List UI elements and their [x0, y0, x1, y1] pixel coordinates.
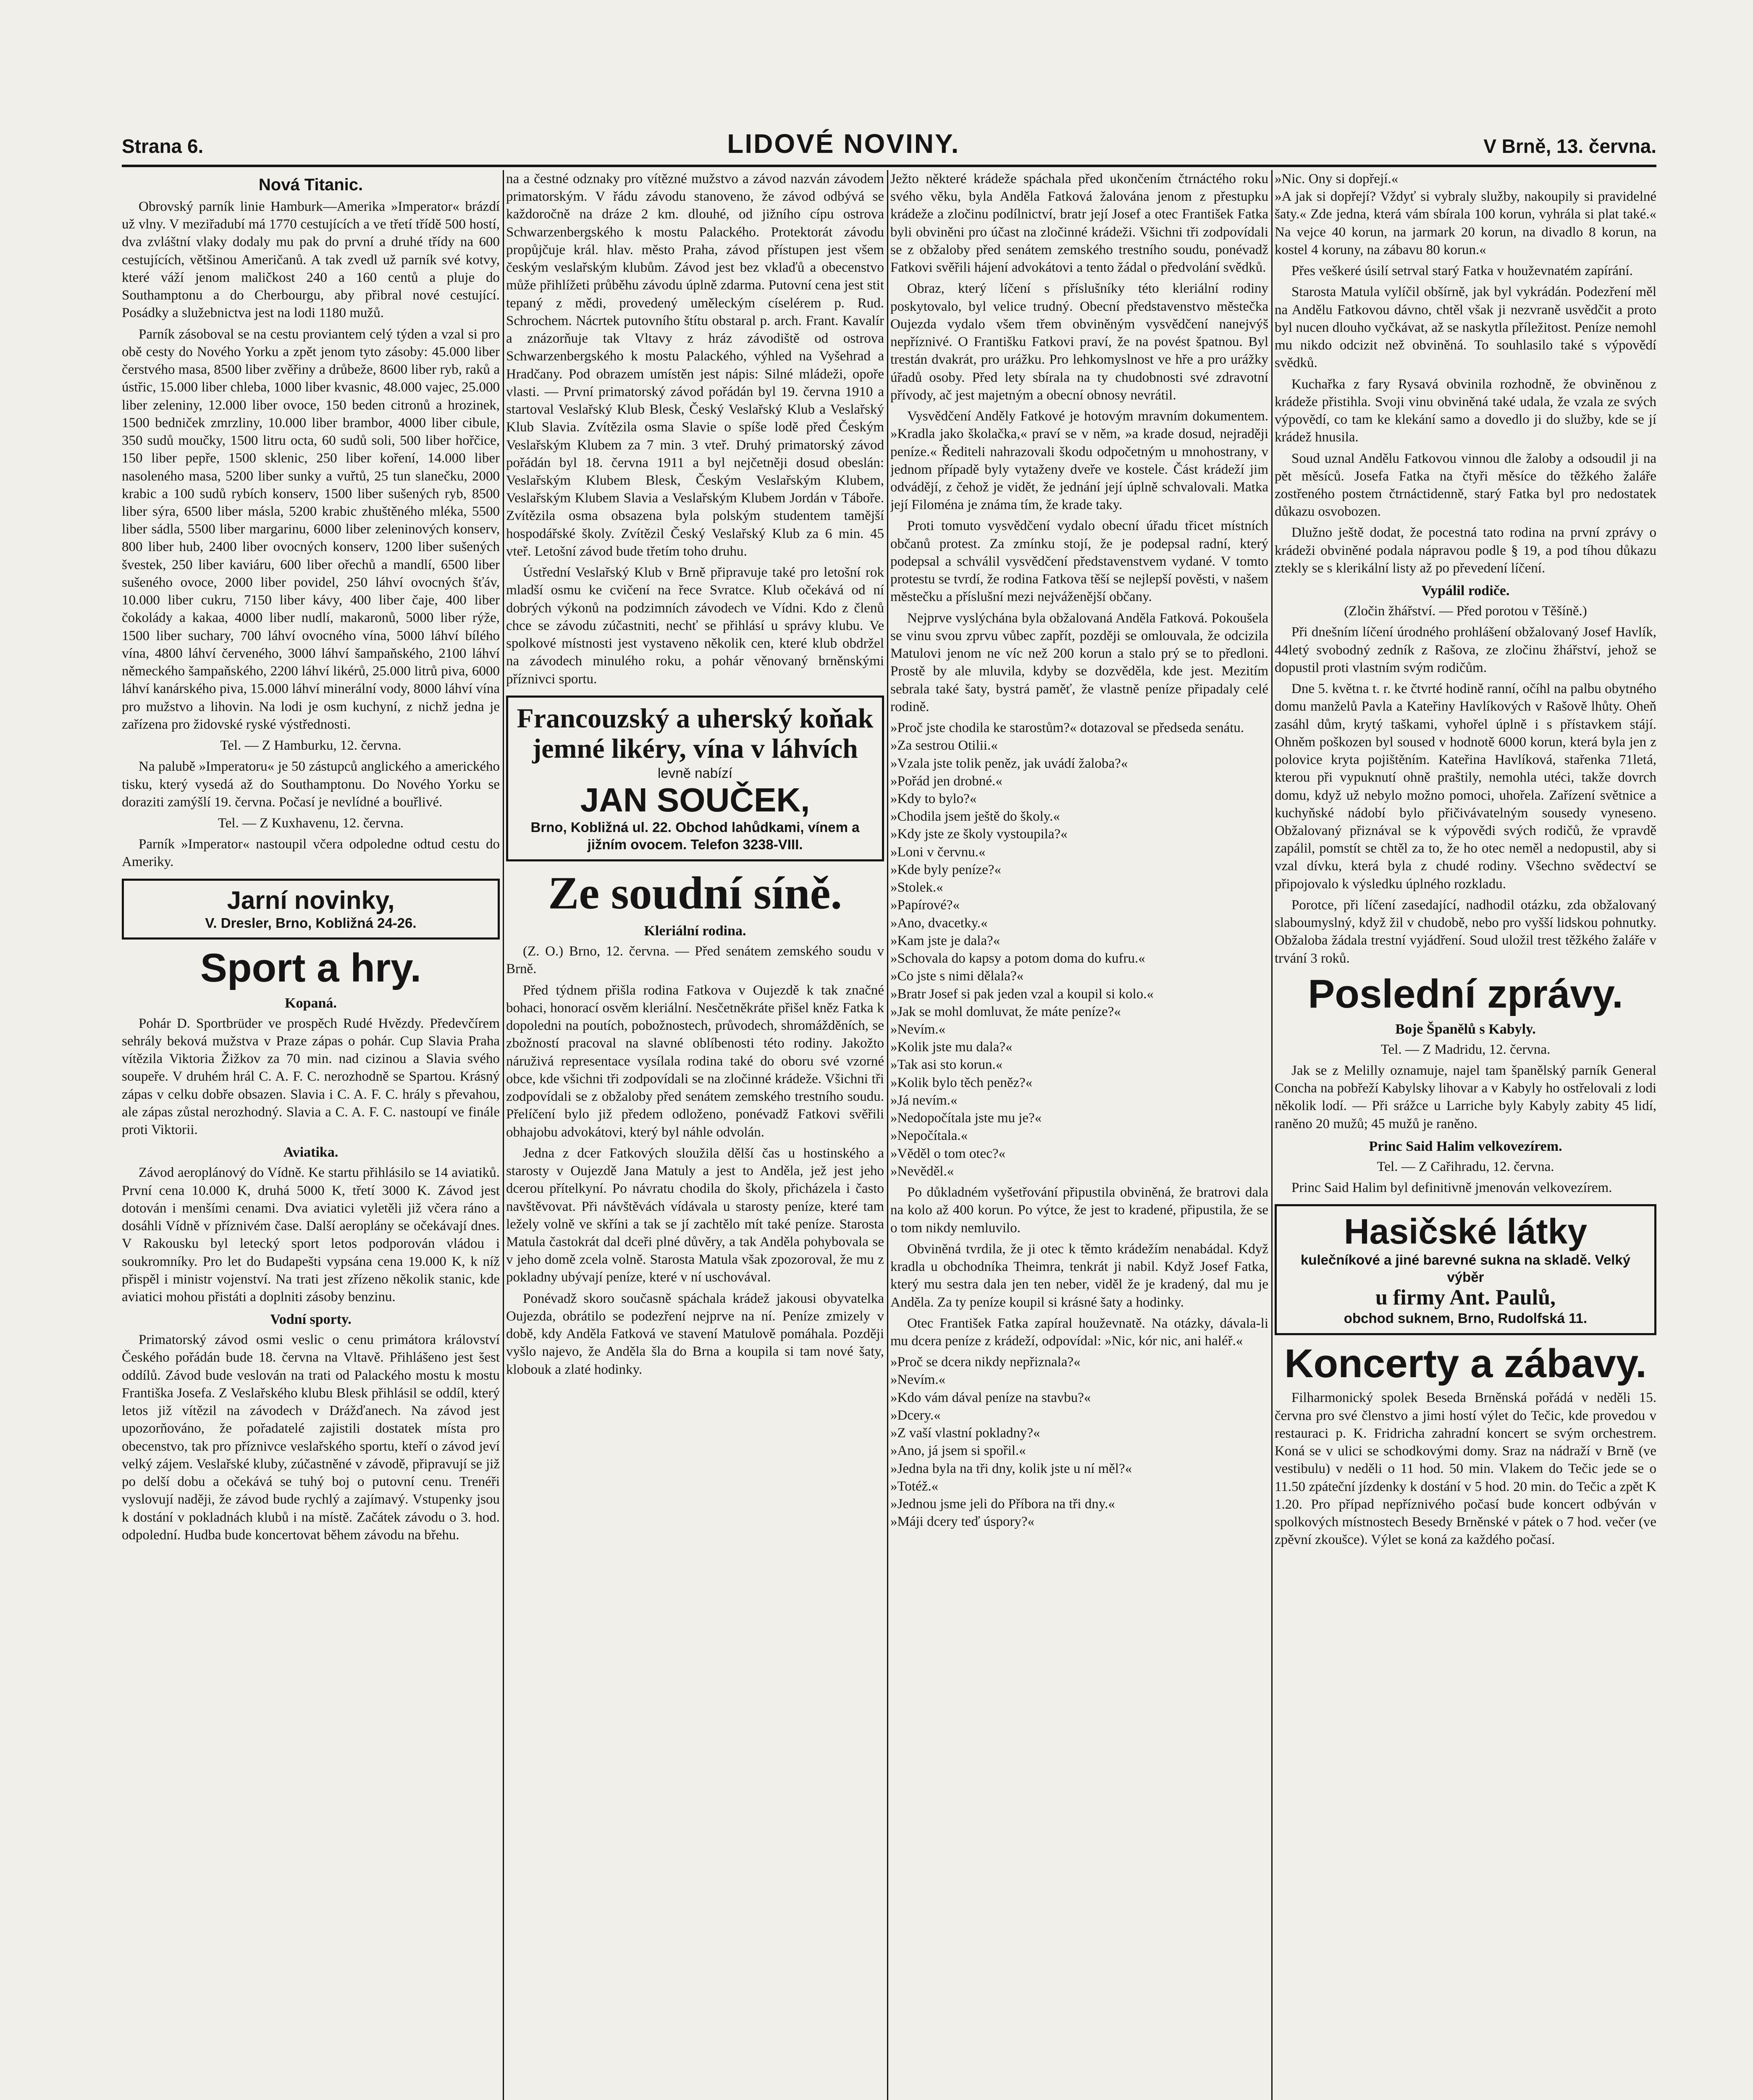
article-paragraph: Filharmonický spolek Beseda Brněnská pořádá v neděli 15. června pro své členstvo a jimi hostí výlet do Tečic, kde provedou v restauraci p. K. Fridricha zahradní koncert se svým orchestrem. Koná se v ulici se schodkovými domy. Sraz na nádraží v Brně (ve vestibulu) v neděli o 11 hod. 50 min. Vlakem do Tečic jede se o 11.50 zpáteční jízdenky k dostání v 5 hod. 20 min. do Tečic a zpět K 1.20. Pro případ nepříznivého počasí bude koncert odbýván v spolkových místnostech Besedy Brněnské v pátek o 7 hod. večer (ve zpěvní zkoušce). Výlet se koná za každého počasí.: [1275, 1390, 1656, 1548]
subsection-title: Princ Said Halim velkovezírem.: [1369, 1138, 1562, 1154]
article-paragraph: Přes veškeré úsilí setrval starý Fatka v houževnatém zapírání.: [1291, 263, 1633, 279]
dateline: (Zločin žhářství. — Před porotou v Těšíně.): [1344, 604, 1587, 619]
article-paragraph: Proti tomuto vysvědčení vydalo obecní úřadu třicet místních občanů protest. Za zmínku stojí, že je podepsal radní, který podepsal a schválil vysvědčení představenstvem vydané. V tomto protestu se tvrdí, že rodina Fatkova těší se nejlepší pověsti, v našem městečku a příslušní mezi nejváženější občany.: [890, 518, 1268, 605]
article-paragraph: Na palubě »Imperatoru« je 50 zástupců anglického a amerického tisku, který vysedá až do Southamptonu. Do Nového Yorku se doraziti zamýšlí 19. června. Počasí je nevlídné a bouřlivé.: [122, 759, 500, 810]
column-4: [1275, 170, 1656, 2100]
issue-date: V Brně, 13. června.: [1483, 135, 1656, 157]
article-paragraph: Ústřední Veslařský Klub v Brně připravuje také pro letošní rok mladší osmu ke cvičení na řece Svratce. Klub očekává od ní dobrých výkonů na podzimních závodech ve Vídni. Kdo z členů chce se závodu zúčastniti, nechť se přihlásí u správy klubu. Ve spolkové místnosti jest vystaveno několik cen, které klub obdržel na závodech minulého roku, a pohár věnovaný brněnskými příznivci sportu.: [506, 565, 884, 687]
article-title-vypalil: Vypálil rodiče.: [1421, 583, 1510, 599]
column-3: [890, 170, 1268, 2100]
article-title-titanic: Nová Titanic.: [258, 176, 363, 194]
subsection-title: Kleriální rodina.: [644, 923, 746, 939]
header-rule: [122, 165, 1656, 167]
section-title-concerts: Koncerty a zábavy.: [1284, 1341, 1647, 1386]
dateline: Tel. — Z Kuxhavenu, 12. června.: [218, 815, 404, 831]
subsection-title: Kopaná.: [285, 995, 337, 1011]
masthead-title: LIDOVÉ NOVINY.: [727, 129, 960, 159]
article-paragraph: Soud uznal Andělu Fatkovou vinnou dle žaloby a odsoudil ji na pět měsíců. Josefa Fatka na čtyři měsíce do těžkého žaláře zostřeného postem čtrnáctidenně, starý Fatka byl pro nedostatek důkazu osvobozen.: [1275, 451, 1656, 520]
section-title-news: Poslední zprávy.: [1308, 971, 1623, 1016]
dateline: Tel. — Z Hamburku, 12. června.: [220, 738, 402, 753]
column-divider: [1271, 170, 1273, 2100]
article-paragraph: Jedna z dcer Fatkových sloužila dělší čas u hostinského a starosty v Oujezdě Jana Matuly a jest to Anděla, jež jest jeho dcerou přítelkyní. Po návratu chodila do školy, přicházela i často navštěvovat. Při návštěvách vídávala u starosty peníze, které tam ležely volně ve skříni a tak se jí zachtělo mít také peníze. Starosta Matula častokrát dal dceři plné důvěry, a tak Anděla pohybovala se v jeho domě zcela volně. Starosta Matula však zpozoroval, že mu z pokladny ubývají peníze, které v ní uschovával.: [506, 1145, 884, 1285]
ad-merchant-name: u firmy Ant. Paulů,: [1375, 1286, 1556, 1310]
article-paragraph: Starosta Matula vylíčil obšírně, jak byl vykrádán. Podezření měl na Andělu Fatkovou dávno, chtěl však ji nezvraně usvědčit a proto byl nucen dlouho vyčkávat, až se naskytla příležitost. Peníze nemohl mu nikdo odcizit než obviněná. To souhlasilo také s výpovědí svědků.: [1275, 284, 1656, 371]
article-paragraph: Kuchařka z fary Rysavá obvinila rozhodně, že obviněnou z krádeže přistihla. Svoji vinu obviněná také udala, že vzala ze svých výpovědí, co tam ke klekání samo a dovedlo ji do služby, kde se jí krádež hnusila.: [1275, 376, 1656, 445]
court-dialogue: »Proč se dcera nikdy nepřiznala?« »Nevím.« »Kdo vám dával peníze na stavbu?« »Dcery.« »Z vaší vlastní pokladny?« »Ano, já jsem si spořil.« »Jedna byla na tři dny, kolik jste u ní měl?« »Totéž.« »Jednou jsme jeli do Příbora na tři dny.« »Máji dcery teď úspory?«: [890, 1354, 1132, 1530]
article-paragraph: Obviněná tvrdila, že ji otec k těmto krádežím nenabádal. Když kradla u obchodníka Theimra, tenkrát ji nabil. Když Josef Fatka, který mu sestra dala jen ten neber, viděl že je kradený, dal mu je Anděla. Za ty peníze koupil si krásné šaty a hodinky.: [890, 1241, 1268, 1310]
subsection-title: Aviatika.: [283, 1144, 339, 1160]
advertisement-paulu: [1275, 1204, 1656, 1335]
dateline: Tel. — Z Madridu, 12. června.: [1380, 1042, 1551, 1057]
article-paragraph: Ježto některé krádeže spáchala před ukončením čtrnáctého roku svého věku, byla Anděla Fatková žalována jenom z přestupku krádeže a zločinu podílnictví, bratr její Josef a otec František Fatka byli obviněni pro účast na zločinné krádeži. Všichni tři zodpovídali se z obžaloby před senátem zemského trestního soudu, ponévadž Fatkovi svěřili hájení advokátovi a tento žádal o předvolání svědků.: [890, 171, 1268, 276]
article-paragraph: Po důkladném vyšetřování připustila obviněná, že bratrovi dala na kolo až 400 korun. Po výtce, že jest to kradené, připustila, že se o tom nikdy nemluvilo.: [890, 1185, 1268, 1236]
article-paragraph: Obraz, který líčení s příslušníky této kleriální rodiny poskytovalo, byl velice trudný. Obecní představenstvo městečka Oujezda vydalo všem třem obviněným vysvědčení nanejvýš nepříznivé. O Františku Fatkovi praví, že na povést špatnou. Byl trestán dvakrát, pro urážku. Pro lehkomyslnost ve hře a pro urážky úřadů osoby. Před lety sbírala na ty chudobnosti své zdravotní přívody, ač jest majetným a obecní obnosy nevrátil.: [890, 281, 1268, 403]
ad-address: V. Dresler, Brno, Kobližná 24-26.: [205, 915, 417, 931]
ad-headline: Jarní novinky,: [227, 886, 395, 914]
article-paragraph: na a čestné odznaky pro vítězné mužstvo a závod nazván závodem primatorským. V řádu závodu stanoveno, že závod odbývá se každoročně na dráze 2 km. dlouhé, od jižního cípu ostrova Schwarzenbergského k mostu Palackého. Protektorát závodu propůjčuje král. hlav. město Praha, závod přístupen jest všem českým veslařským klubům. Závod jest bez vklaďů a obecenstvo může přihlížeti průběhu závodu úplně zdarma. Putovní cena jest stit tepaný z mědi, provedený uměleckým císelérem p. Rud. Schrochem. Nácrtek putovního štítu obstaral p. arch. Frant. Kavalír a znázorňuje tak Vltavy z hráz závodiště od ostrova Schwarzenbergského k mostu Palackého, výhled na Vyšehrad a Hradčany. Pod obrazem umístěn jest nápis: Silné mládeži, opoře vlasti. — První primatorský závod pořádán byl 19. června 1910 a startoval Veslařský Klub Blesk, Český Veslařský Klub a Veslařský Klub Slavia. Zvítězila osma Slavie o spíše lodě před Českým Veslařským Klubem za 7 min. 3 vteř. Druhý primatorský závod pořádán byl 18. června 1911 a byl nejčetněji dosud obeslán: Veslařským Klubem Blesk, Českým Veslařským Klubem, Veslařským Klubem Slavia a Veslařským Klubem Jordán v Táboře. Zvítězila osma obsazena byla polským studentem tamější hospodářské školy. Zvítězil Český Veslařský Klub za 6 min. 45 vteř. Letošní závod bude třetím toho druhu.: [506, 171, 884, 559]
column-1: [122, 170, 500, 2100]
article-paragraph: Při dnešním líčení úrodného prohlášení obžalovaný Josef Havlík, 44letý svobodný zedník z Rašova, ze zločinu žhářství, jehož se dopustil proti vlastním svým rodičům.: [1275, 625, 1656, 675]
article-paragraph: Primatorský závod osmi veslic o cenu primátora království Českého pořádán bude 18. června na Vltavě. Přihlášeno jest šest oddílů. Závod bude veslován na trati od Palackého mostu k mostu Františka Josefa. Z Veslařského klubu Blesk přihlásil se oddíl, který letos již vítězil na závodech v Drážďanech. Na závod jest upozorňováno, že pořadatelé zajistili dostatek místa pro obecenstvo, tak pro příznivce veslařského sportu, kteří o závod jeví velký zájem. Veslařské kluby, zúčastněné v závodě, připravují se již po delší dobu a očekává se tuhý boj o putovní cenu. Trenéři vyslovují naději, že závod bude rychlý a zajímavý. Vstupenky jsou k dostání v pokladnách klubů i na místě. Začátek závodu o 3. hod. odpolední. Hudba bude koncertovat během závodu na břehu.: [122, 1332, 500, 1543]
court-dialogue: »Proč jste chodila ke starostům?« dotazoval se předseda senátu. »Za sestrou Otilii.« »Vzala jste tolik peněz, jak uvádí žaloba?« »Pořád jen drobné.« »Kdy to bylo?« »Chodila jsem ještě do školy.« »Kdy jste ze školy vystoupila?« »Loni v červnu.« »Kde byly peníze?« »Stolek.« »Papírové?« »Ano, dvacetky.« »Kam jste je dala?« »Schovala do kapsy a potom doma do kufru.« »Co jste s nimi dělala?« »Bratr Josef si pak jeden vzal a koupil si kolo.« »Jak se mohl domluvat, že máte peníze?« »Nevím.« »Kolik jste mu dala?« »Tak asi sto korun.« »Kolik bylo těch peněz?« »Já nevím.« »Nedopočítala jste mu je?« »Nepočítala.« »Věděl o tom otec?« »Nevěděl.«: [890, 720, 1244, 1179]
article-paragraph: Jak se z Melilly oznamuje, najel tam španělský parník General Concha na pobřeží Kabylsky lihovar a v Kabyly ho ostřelovali z lodi několik lodí. — Při srážce u Larriche byly Kabyly zabity 45 lidí, raněno 20 mužů; 45 mužů je raněno.: [1275, 1063, 1656, 1131]
section-title-court: Ze soudní síně.: [548, 867, 842, 919]
article-paragraph: Porotce, při líčení zasedající, nadhodil otázku, zda obžalovaný slaboumyslný, když žil v chudobě, nebo pro vyšší lidskou pohnutky. Obžaloba žádala trestní vyjádření. Soud uložil trest těžkého žaláře v trvání 3 roků.: [1275, 897, 1656, 966]
subsection-title: Vodní sporty.: [270, 1312, 352, 1328]
article-paragraph: Nejprve vyslýchána byla obžalovaná Anděla Fatková. Pokoušela se vinu svou zprvu vůbec zapřít, později se omlouvala, že odcizila Matulovi jenom ne víc než 200 korun a stalo prý se to předloni. Prostě by ale mluvila, kdyby se dozvěděla, kde jest. Mezitím sebrala také šaty, bystrá paměť, že vlastně peníze připadaly celé rodině.: [890, 610, 1268, 714]
ad-subline: kulečníkové a jiné barevné sukna na skladě. Velký výběr: [1300, 1252, 1631, 1285]
article-paragraph: Parník »Imperator« nastoupil včera odpoledne odtud cestu do Ameriky.: [122, 837, 500, 870]
article-paragraph: Závod aeroplánový do Vídně. Ke startu přihlásilo se 14 aviatiků. První cena 10.000 K, druhá 5000 K, třetí 3000 K. Závod jest dotován i menšími cenami. Dva aviatici vyletěli již včera ráno a dosáhli Vídně v příznivém čase. Další aeroplány se očekávají dnes. V Rakousku byl letecký sport letos podporován vládou i soukromníky. Pro let do Budapešti vypsána cena 19.000 K, k níž přispěl i ministr vojenství. Na trati jest zřízeno několik stanic, kde aviatici mohou přistáti a doplniti zásoby benzinu.: [122, 1165, 500, 1305]
ad-headline: Francouzský a uherský koňak jemné likéry, vína v láhvích: [517, 703, 874, 764]
article-paragraph: Vysvědčení Anděly Fatkové je hotovým mravním dokumentem. »Kradla jako školačka,« praví se v něm, »a krade dosud, nejraději peníze.« Řediteli nahrazovali škodu odpočetným u mnohostrany, v jednom případě byly vytaženy dveře ve kostele. Část krádeží jim odvádějí, z čehož je vidět, že jednání její úplně schvalovali. Matka její Filoména je známa tím, že krade taky.: [890, 409, 1268, 513]
article-paragraph: Princ Said Halim byl definitivně jmenován velkovezírem.: [1291, 1180, 1612, 1196]
page-header: [122, 128, 1656, 162]
column-divider: [887, 170, 888, 2100]
advertisement-dresler: [122, 879, 500, 940]
article-paragraph: Obrovský parník linie Hamburk—Amerika »Imperator« brázdí už vlny. V meziřadubí má 1770 cestujících a ve třetí třídě 500 hostí, dva zvláštní vlaky dodaly mu pak do první a druhé třídy na 600 cestujících, většinou Američanů. A tak zvedl už parník své kotvy, které váží jenom maličkost 240 a 160 centů a pluje do Southamptonu a do Cherbourgu, aby přibral nové cestující. Posádky a služebnictva jest na lodi 1180 mužů.: [122, 199, 500, 321]
column-divider: [503, 170, 504, 2100]
article-paragraph: Pohár D. Sportbrüder ve prospěch Rudé Hvězdy. Předevčírem sehrály beková mužstva v Praze zápas o pohár. Cup Slavia Praha vítězila Viktoria Žižkov za 70 min. nad cizinou a Slavia svého soupeře. V druhém hrál C. A. F. C. nerozhodně se Spartou. Krásný zápas v celku dobře obsazen. Slavia i C. A. F. C. hrály s převahou, ale zápas zůstal nerozhodný. Slavia a C. A. F. C. nastoupí ve finále proti Viktorii.: [122, 1016, 500, 1138]
page-number: Strana 6.: [122, 135, 204, 157]
article-paragraph: Dne 5. května t. r. ke čtvrté hodině ranní, očíhl na palbu obytného domu manželů Pavla a Kateřiny Havlíkových v Rašově lhůty. Oheň zasáhl dům, krytý taškami, vyhořel úplně i s přístavkem stájí. Ohněm poškozen byl soused v hodnotě 6000 korun, která byla jen z polovice kryta pojištěním. Kateřina Havlíková, stařenka 71letá, kterou při vypuknutí ohně praštily, nemohla utéci, takže dovrch domu, když už nebylo možno pomoci, uhořela. Zařízení světnice a kuchyňské nádobí bylo přičivávatelným sousedy vyneseno. Obžalovaný přiznával se k výpovědi svých rodičů, že vpravdě zapálil, pomstít se chtěl za to, že ho otec neměl a nedopustil, aby si vzal dívku, která byla z chudé rodiny. Všechno svědectví se připojovalo k výsledku úplného rozkladu.: [1275, 681, 1656, 892]
column-2: [506, 170, 884, 2100]
dateline: (Z. O.) Brno, 12. června. — Před senátem zemského soudu v Brně.: [506, 944, 884, 977]
ad-subline: levně nabízí: [658, 765, 732, 781]
section-title-sport: Sport a hry.: [200, 945, 422, 990]
advertisement-soucek: [506, 696, 884, 861]
ad-merchant-name: JAN SOUČEK,: [580, 781, 810, 819]
ad-address: Brno, Kobližná ul. 22. Obchod lahůdkami, vínem a jižním ovocem. Telefon 3238-VIII.: [530, 819, 860, 853]
dateline: Tel. — Z Cařihradu, 12. června.: [1377, 1159, 1554, 1174]
article-paragraph: Dlužno ještě dodat, že pocestná tato rodina na první zprávy o krádeži obviněné podala nápravou podle § 19, a pod tíhou důkazu ztekly se s klerikální listy až po převedení líčení.: [1275, 525, 1656, 576]
article-paragraph: Parník zásoboval se na cestu proviantem celý týden a vzal si pro obě cesty do Nového Yorku a zpět jenom tyto zásoby: 45.000 liber čerstvého masa, 8500 liber zvěřiny a drůbeže, 8600 liber ryb, raků a ústřic, 15.000 liber chleba, 1000 liber kvasnic, 48.000 vajec, 25.000 liber zeleniny, 12.000 liber ovoce, 150 beden citronů a hrozinek, 1500 bedniček zmrzliny, 10.000 liber brambor, 4000 liber cibule, 350 sudů moučky, 1500 litru octa, 60 sudů soli, 500 liber hořčice, 150 liber pepře, 1500 sklenic, 250 liber koření, 14.000 liber nasoleného masa, 5200 liber sunky a vuřtů, 25 tun slanečku, 2000 krabic a 100 sudů rybích konserv, 1500 liber sušených ryb, 8500 liber sýra, 6500 liber másla, 5200 krabic zhuštěného mléka, 5500 liber sádla, 5500 liber margarinu, 6000 liber zeleninových konserv, 800 liber hub, 2400 liber ovocných konserv, 1200 liber sušených švestek, 250 liber kaviáru, 600 liber ořechů a mandlí, 6500 liber sušeného ovoce, 2000 liber povidel, 250 láhví ovocných šťáv, 10.000 liber cukru, 7150 liber kávy, 400 liber čaje, 400 liber čokolády a kakaa, 4000 liber nudlí, makaronů, 5000 liber rýže, 1500 liber suchary, 700 láhví ovocného vína, 5000 láhví bílého vína, 4800 láhví červeného, 3000 láhví šampaňského, 2100 láhví německého šampaňského, 2200 láhví likérů, 25.000 litrů piva, 6000 láhví kanárského piva, 15.000 láhví minerální vody, 8000 láhví vína pro mužstvo a lihovin. Na lodi je osm kuchyní, z nichž jedna je zařízena pro židovské ryské výstřednosti.: [122, 326, 500, 732]
article-paragraph: Otec František Fatka zapíral houževnatě. Na otázky, dávala-li mu dcera peníze z krádeží, odpovídal: »Nic, kór nic, ani haléř.«: [890, 1315, 1268, 1349]
subsection-title: Boje Španělů s Kabyly.: [1395, 1021, 1536, 1037]
ad-headline: Hasičské látky: [1344, 1212, 1588, 1252]
article-paragraph: Ponévadž skoro současně spáchala krádež jakousi obyvatelka Oujezda, obrátilo se podezření nejprve na ní. Peníze zmizely v době, kdy Anděla Fatková ve stavení Matulově pomáhala. Později vyšlo najevo, že Anděla šla do Brna a koupila si tam nové šaty, klobouk a zlaté hodinky.: [506, 1291, 884, 1377]
article-paragraph: Před týdnem přišla rodina Fatkova v Oujezdě k tak značné bohaci, honorací osvěm kleriální. Nesčetněkráte přišel kněz Fatka k dopoledni na poutích, pobožnostech, průvodech, shromážděních, se zbožností pracoval na slavné oblíbenosti této rodiny. Jakožto náruživá representace vysílala rodina také do oboru své vzorné obce, kde všichni tři zodpovídali se na zločinné krádeže. Všichni tři zodpovídali se z obžaloby před senátem zemského trestního soudu. Přelíčení bylo již předem odloženo, ponévadž Fatkovi svěřili obhajobu advokátovi, který byl náhle odvolán.: [506, 982, 884, 1140]
court-dialogue: »Nic. Ony si dopřejí.« »A jak si dopřejí? Vždyť si vybraly služby, nakoupily si pravidelné šaty.« Zde jedna, která vám sbírala 100 korun, vyhrála si plat také.« Na vejce 40 korun, na jarmark 20 korun, na divadlo 8 korun, na kostel 4 koruny, na zábavu 80 korun.«: [1275, 171, 1656, 257]
ad-address: obchod suknem, Brno, Rudolfská 11.: [1344, 1310, 1588, 1326]
